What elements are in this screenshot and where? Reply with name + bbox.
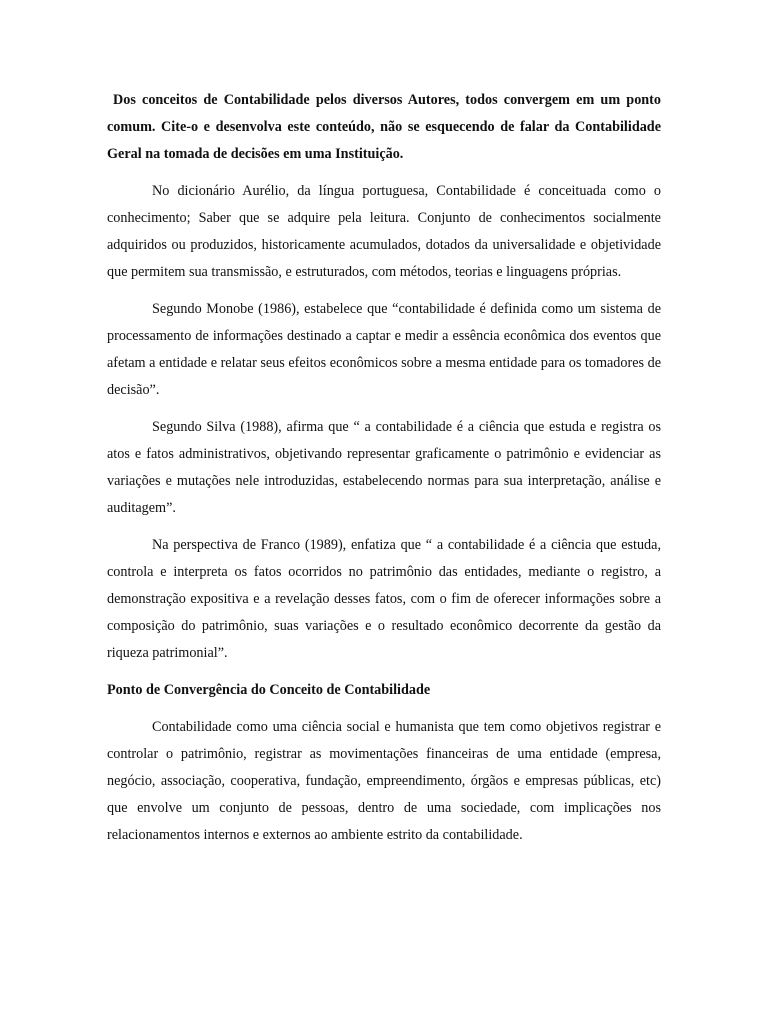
- question-text: Dos conceitos de Contabilidade pelos diversos Autores, todos convergem em um ponto comum. Cite-o e desenvolva este conteúdo, não se esquecendo de falar da Contabilidade Geral na tomada de decisões em uma Instituição.: [107, 92, 661, 162]
- paragraph-monobe: Segundo Monobe (1986), estabelece que “contabilidade é definida como um sistema de processamento de informações destinado a captar e medir a essência econômica dos eventos que afetam a entidade e relatar seus efeitos econômicos sobre a mesma entidade para os tomadores de decisão”.: [107, 301, 661, 398]
- section-heading: Ponto de Convergência do Conceito de Contabilidade: [107, 682, 431, 698]
- paragraph-franco: Na perspectiva de Franco (1989), enfatiza que “ a contabilidade é a ciência que estuda, controla e interpreta os fatos ocorridos no patrimônio das entidades, mediante o registro, a demonstração expositiva e a revelação desses fatos, com o fim de oferecer informações sobre a composição do patrimônio, suas variações e o resultado econômico decorrente da gestão da riqueza patrimonial”.: [107, 537, 661, 661]
- paragraph-convergence: Contabilidade como uma ciência social e humanista que tem como objetivos registrar e controlar o patrimônio, registrar as movimentações financeiras de uma entidade (empresa, negócio, associação, cooperativa, fundação, empreendimento, órgãos e empresas públicas, etc) que envolve um conjunto de pessoas, dentro de uma sociedade, com implicações nos relacionamentos internos e externos ao ambiente estrito da contabilidade.: [107, 719, 661, 843]
- paragraph-aurelio: No dicionário Aurélio, da língua portuguesa, Contabilidade é conceituada como o conhecimento; Saber que se adquire pela leitura. Conjunto de conhecimentos socialmente adquiridos ou produzidos, historicamente acumulados, dotados da universalidade e objetividade que permitem sua transmissão, e estruturados, com métodos, teorias e linguagens próprias.: [107, 183, 661, 280]
- paragraph-silva: Segundo Silva (1988), afirma que “ a contabilidade é a ciência que estuda e registra os atos e fatos administrativos, objetivando representar graficamente o patrimônio e evidenciar as variações e mutações nele introduzidas, estabelecendo normas para sua interpretação, análise e auditagem”.: [107, 419, 661, 516]
- document-page: [107, 87, 661, 859]
